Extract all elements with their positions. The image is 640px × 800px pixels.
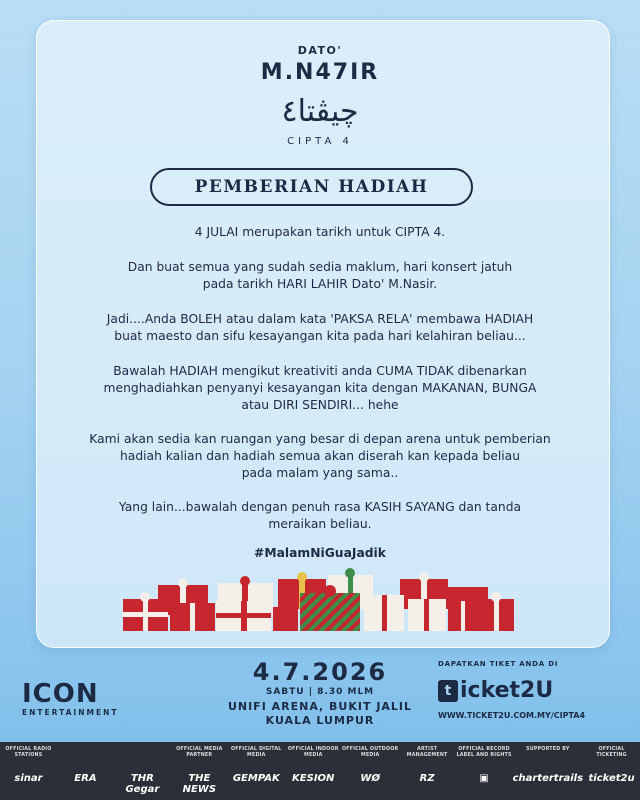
sponsor-item: SUPPORTED BY chartertrails (512, 747, 584, 784)
cipta-jawi-logo: چيڤتا٤ (281, 94, 359, 129)
event-venue: UNIFI ARENA, BUKIT JALIL KUALA LUMPUR (227, 700, 413, 727)
page-title: PEMBERIAN HADIAH (150, 168, 473, 206)
sponsor-item: OFFICIAL DIGITAL MEDIA GEMPAK (231, 747, 282, 784)
paragraph-date: 4 JULAI merupakan tarikh untuk CIPTA 4. (194, 225, 446, 239)
sponsor-item: OFFICIAL MEDIA PARTNER THE NEWS (176, 747, 223, 795)
sponsor-item: OFFICIAL TICKETING ticket2u (588, 747, 635, 784)
paragraph-birthday: Dan buat semua yang sudah sedia maklum, hari konsert jatuh pada tarikh HARI LAHIR Dato' M.Nasir. (127, 260, 513, 291)
sponsor-item: THR Gegar (125, 773, 160, 795)
sponsor-item: ARTIST MANAGEMENT RZ (406, 747, 448, 784)
sponsor-item: ERA (74, 773, 97, 784)
hashtag: #MalamNiGuaJadik (254, 546, 386, 560)
paragraph-rules: Bawalah HADIAH mengikut kreativiti anda CUMA TIDAK dibenarkan menghadiahkan penyanyi kesayangan kita dengan MAKANAN, BUNGA atau DIRI SENDIRI... hehe (103, 364, 537, 412)
paragraph-bring-gift: Jadi....Anda BOLEH atau dalam kata 'PAKSA RELA' membawa HADIAH buat maesto dan sifu kesayangan kita pada hari kelahiran beliau... (106, 312, 534, 343)
ticket-label: DAPATKAN TIKET ANDA DI (438, 660, 559, 668)
ticket-info (438, 660, 618, 720)
paragraph-space: Kami akan sedia kan ruangan yang besar di depan arena untuk pemberian hadiah kalian dan hadiah semua akan diserah kan kepada beliau pada malam yang sama.. (89, 432, 551, 480)
ticket2u-logo[interactable]: t icket2U (438, 678, 618, 703)
event-day-time: SABTU | 8.30 MLM (265, 687, 375, 697)
sponsor-footer (0, 742, 640, 800)
sponsor-item: OFFICIAL OUTDOOR MEDIA WØ (341, 747, 399, 784)
event-date: 4.7.2026 (252, 658, 388, 686)
gift-boxes-illustration (118, 565, 518, 635)
sponsor-item: OFFICIAL RADIO STATIONS sinar (5, 747, 52, 784)
cipta-label: CIPTA 4 (287, 136, 353, 147)
dato-label: DATO' (297, 44, 343, 57)
organizer-logo: ICON ENTERTAINMENT (22, 679, 119, 717)
paragraph-love: Yang lain...bawalah dengan penuh rasa KASIH SAYANG dan tanda meraikan beliau. (118, 500, 522, 531)
sponsor-item: OFFICIAL INDOOR MEDIA KESION (287, 747, 339, 784)
gift-icon (118, 565, 518, 635)
artist-name: M.N47IR (260, 60, 380, 85)
sponsor-item: OFFICIAL RECORD LABEL AND RIGHTS ▣ (456, 747, 512, 784)
ticket-url[interactable]: WWW.TICKET2U.COM.MY/CIPTA4 (438, 711, 586, 720)
